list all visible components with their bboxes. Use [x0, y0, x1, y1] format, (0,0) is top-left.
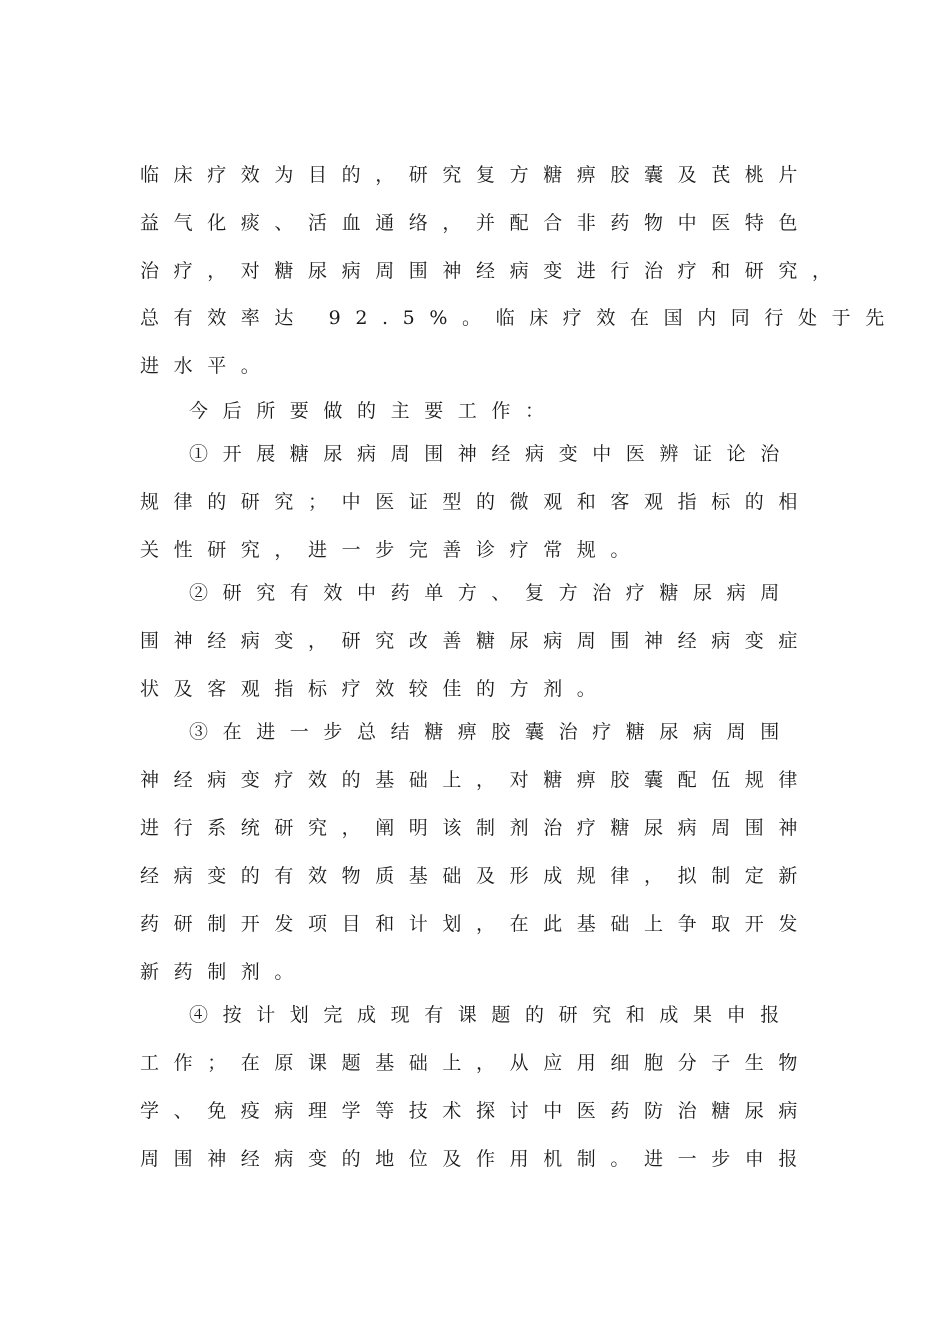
text-line: 进水平。 — [140, 355, 275, 377]
section-heading: 今后所要做的主要工作： — [189, 400, 559, 422]
text-line: 治疗，对糖尿病周围神经病变进行治疗和研究， — [140, 260, 846, 282]
text-line: ④按计划完成现有课题的研究和成果申报 — [189, 1004, 794, 1026]
text-line: 新药制剂。 — [140, 961, 309, 983]
text-line: 状及客观指标疗效较佳的方剂。 — [140, 678, 611, 700]
text-line: 进行系统研究，阐明该制剂治疗糖尿病周围神 — [140, 817, 813, 839]
text-line: 神经病变疗效的基础上，对糖痹胶囊配伍规律 — [140, 769, 813, 791]
text-line: ②研究有效中药单方、复方治疗糖尿病周 — [189, 582, 794, 604]
text-line: 学、免疫病理学等技术探讨中医药防治糖尿病 — [140, 1100, 813, 1122]
text-line: 总有效率达 92.5%。临床疗效在国内同行处于先 — [140, 307, 899, 329]
text-line: 药研制开发项目和计划，在此基础上争取开发 — [140, 913, 813, 935]
text-line: 关性研究，进一步完善诊疗常规。 — [140, 539, 645, 561]
text-line: 经病变的有效物质基础及形成规律，拟制定新 — [140, 865, 813, 887]
text-line: 规律的研究；中医证型的微观和客观指标的相 — [140, 491, 813, 513]
text-line: 临床疗效为目的，研究复方糖痹胶囊及芪桃片 — [140, 164, 813, 186]
text-line: 围神经病变，研究改善糖尿病周围神经病变症 — [140, 630, 813, 652]
text-line: 工作；在原课题基础上，从应用细胞分子生物 — [140, 1052, 813, 1074]
text-line: 益气化痰、活血通络，并配合非药物中医特色 — [140, 212, 813, 234]
text-line: 周围神经病变的地位及作用机制。进一步申报 — [140, 1148, 813, 1170]
text-line: ③在进一步总结糖痹胶囊治疗糖尿病周围 — [189, 721, 794, 743]
text-line: ①开展糖尿病周围神经病变中医辨证论治 — [189, 443, 794, 465]
